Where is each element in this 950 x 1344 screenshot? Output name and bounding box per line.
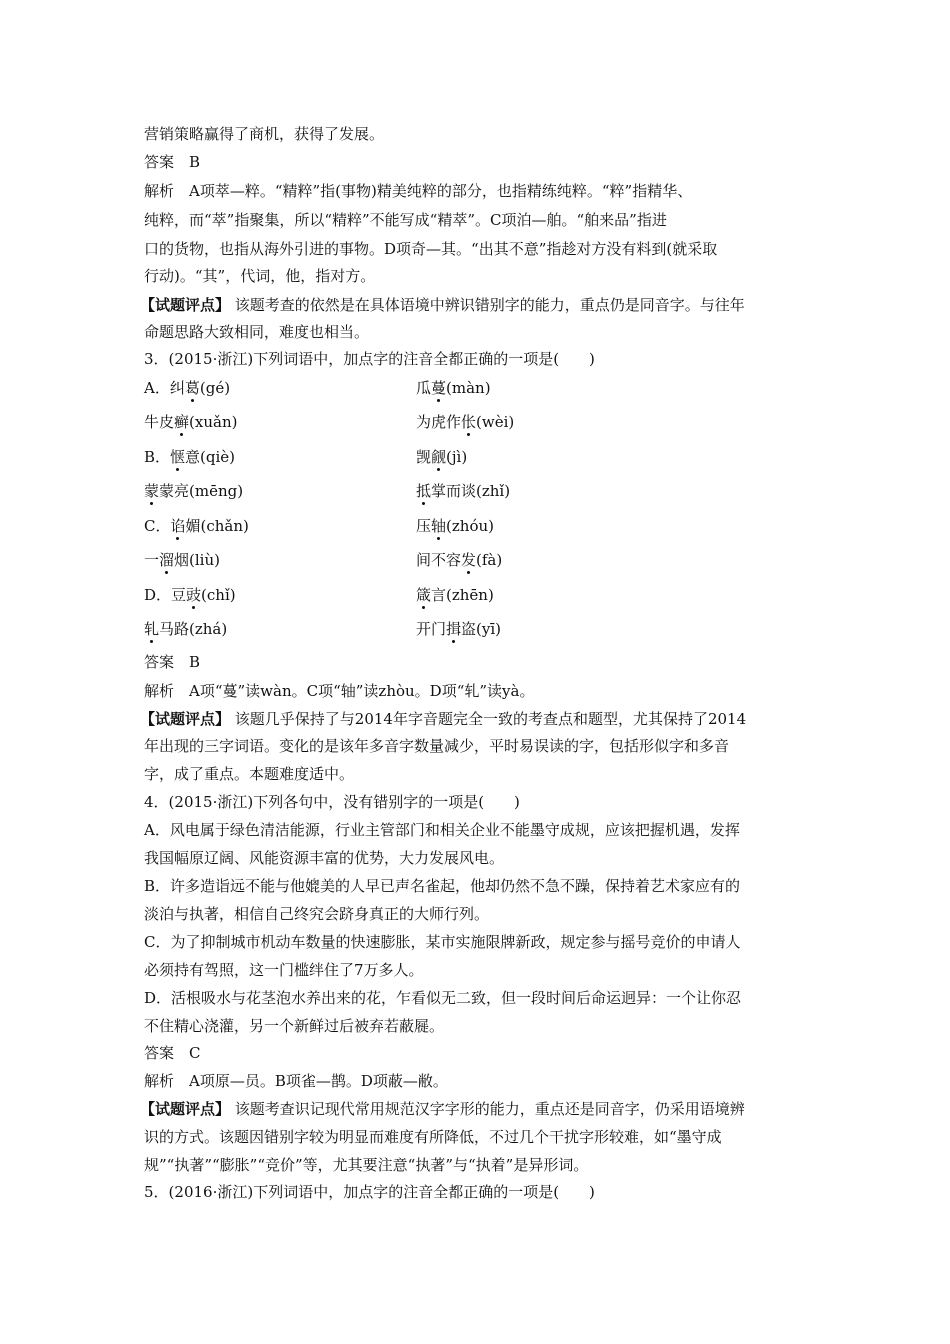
- q4-option-b: B．许多造诣远不能与他媲美的人早已声名雀起，他却仍然不急不躁，保持着艺术家应有的: [144, 877, 741, 895]
- dotted-char: 抵: [416, 482, 432, 500]
- answer-line: 答案 B: [144, 653, 201, 671]
- q3-option-a-2: 瓜蔓(màn): [416, 379, 491, 397]
- comment-text: 该题几乎保持了与2014年字音题完全一致的考查点和题型，尤其保持了2014: [234, 710, 747, 728]
- dotted-char: 觎: [431, 448, 447, 466]
- q3-option-c-2: 压轴(zhóu): [416, 517, 494, 535]
- dotted-char: 蒙: [144, 482, 160, 500]
- comment-line: [140, 295, 745, 315]
- comment-tag: 【试题评点】: [140, 296, 231, 314]
- q4-option-d: D．活根吸水与花茎泡水养出来的花，乍看似无二致，但一段时间后命运迥异：一个让你忍: [144, 989, 742, 1007]
- q3-option-b-2: 觊觎(jì): [416, 448, 468, 466]
- answer-line: 答案 C: [144, 1044, 201, 1062]
- q3-option-a-4: 为虎作伥(wèi): [416, 413, 515, 431]
- q3-option-d-2: 箴言(zhēn): [416, 586, 494, 604]
- dotted-char: 溜: [159, 551, 175, 569]
- q3-option-c-1: C．谄媚(chǎn): [144, 517, 249, 535]
- q4-option-c: C．为了抑制城市机动车数量的快速膨胀，某市实施限牌新政，规定参与摇号竞价的申请人: [144, 933, 741, 951]
- q3-option-b-4: 抵掌而谈(zhǐ): [416, 482, 511, 500]
- comment-tag: 【试题评点】: [140, 710, 231, 728]
- q3-option-a-3: 牛皮癣(xuǎn): [144, 413, 238, 431]
- q3-option-c-3: 一溜烟(liù): [144, 551, 220, 569]
- question-5: 5．(2016·浙江)下列词语中，加点字的注音全都正确的一项是( ): [144, 1183, 595, 1201]
- dotted-char: 伥: [461, 413, 477, 431]
- q4-option-a: 我国幅原辽阔、风能资源丰富的优势，大力发展风电。: [144, 849, 505, 867]
- analysis-line: 解析 A项萃—粹。“精粹”指(事物)精美纯粹的部分，也指精练纯粹。“粹”指精华、: [144, 182, 693, 200]
- question-3: 3．(2015·浙江)下列词语中，加点字的注音全都正确的一项是( ): [144, 350, 595, 368]
- comment-line: 字，成了重点。本题难度适中。: [144, 765, 355, 783]
- dotted-char: 惬: [170, 448, 186, 466]
- q3-option-d-1: D．豆豉(chǐ): [144, 586, 236, 604]
- comment-line: [140, 709, 746, 729]
- answer-line: 答案 B: [144, 153, 201, 171]
- analysis-line: 行动)。“其”，代词，他，指对方。: [144, 267, 376, 285]
- q4-option-a: A．风电属于绿色清洁能源，行业主管部门和相关企业不能墨守成规，应该把握机遇，发挥: [144, 821, 740, 839]
- analysis-line: 解析 A项“蔓”读wàn。C项“轴”读zhòu。D项“轧”读yà。: [144, 682, 535, 700]
- dotted-char: 癣: [174, 413, 190, 431]
- q3-option-b-1: B．惬意(qiè): [144, 448, 236, 466]
- comment-text: 该题考查的依然是在具体语境中辨识错别字的能力，重点仍是同音字。与往年: [234, 296, 745, 314]
- comment-tag: 【试题评点】: [140, 1100, 231, 1118]
- dotted-char: 箴: [416, 586, 432, 604]
- q3-option-a-1: A．纠葛(gé): [144, 379, 231, 397]
- comment-text: 该题考查识记现代常用规范汉字字形的能力，重点还是同音字，仍采用语境辨: [234, 1100, 745, 1118]
- dotted-char: 轧: [144, 620, 160, 638]
- question-4: 4．(2015·浙江)下列各句中，没有错别字的一项是( ): [144, 793, 520, 811]
- comment-line: [140, 1099, 745, 1119]
- dotted-char: 谄: [170, 517, 186, 535]
- q4-option-c: 必须持有驾照，这一门槛绊住了7万多人。: [144, 961, 424, 979]
- q4-option-d: 不住精心浇灌，另一个新鲜过后被弃若蔽屣。: [144, 1017, 445, 1035]
- q3-option-d-4: 开门揖盗(yī): [416, 620, 502, 638]
- q3-option-b-3: 蒙蒙亮(mēng): [144, 482, 244, 500]
- dotted-char: 轴: [431, 517, 447, 535]
- comment-line: 年出现的三字词语。变化的是该年多音字数量减少，平时易误读的字，包括形似字和多音: [144, 737, 730, 755]
- text-line: 营销策略赢得了商机，获得了发展。: [144, 125, 385, 143]
- comment-line: 识的方式。该题因错别字较为明显而难度有所降低，不过几个干扰字形较难，如“墨守成: [144, 1128, 722, 1146]
- dotted-char: 蔓: [431, 379, 447, 397]
- q4-option-b: 淡泊与执著，相信自己终究会跻身真正的大师行列。: [144, 905, 490, 923]
- q3-option-c-4: 间不容发(fà): [416, 551, 503, 569]
- dotted-char: 豉: [186, 586, 202, 604]
- analysis-line: 口的货物，也指从海外引进的事物。D项奇—其。“出其不意”指趁对方没有料到(就采取: [144, 240, 718, 258]
- analysis-line: 纯粹，而“萃”指聚集，所以“精粹”不能写成“精萃”。C项泊—舶。“舶来品”指进: [144, 211, 667, 229]
- dotted-char: 发: [461, 551, 477, 569]
- analysis-line: 解析 A项原—员。B项雀—鹊。D项蔽—敝。: [144, 1072, 448, 1090]
- comment-line: 规”“执著”“膨胀”“竞价”等，尤其要注意“执著”与“执着”是异形词。: [144, 1156, 589, 1174]
- dotted-char: 揖: [446, 620, 462, 638]
- dotted-char: 葛: [184, 379, 200, 397]
- q3-option-d-3: 轧马路(zhá): [144, 620, 228, 638]
- comment-line: 命题思路大致相同，难度也相当。: [144, 323, 370, 341]
